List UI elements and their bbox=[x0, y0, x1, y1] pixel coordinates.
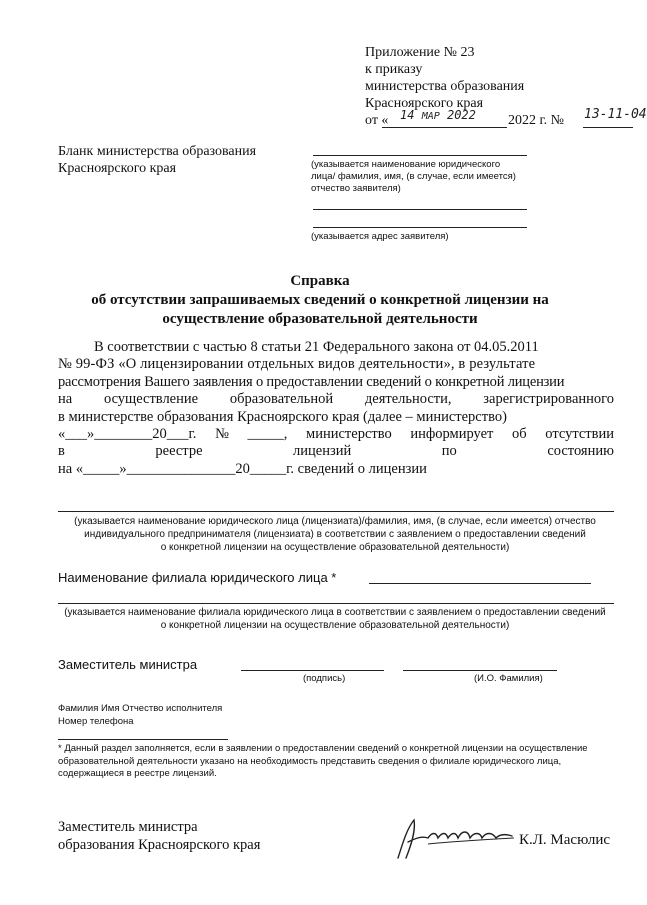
signature-field[interactable] bbox=[241, 670, 384, 671]
appendix-line2: к приказу bbox=[365, 62, 423, 77]
applicant-address-field-1[interactable] bbox=[313, 209, 527, 210]
signatory-title bbox=[58, 818, 260, 854]
date-underline bbox=[382, 127, 507, 128]
letterhead-line1: Бланк министерства образования bbox=[58, 144, 257, 159]
applicant-address-field-2[interactable] bbox=[313, 227, 527, 228]
full-name-hint: (И.О. Фамилия) bbox=[474, 673, 543, 684]
applicant-address-hint: (указывается адрес заявителя) bbox=[311, 231, 449, 242]
licensee-name-field[interactable] bbox=[58, 511, 614, 512]
appendix-line1: Приложение № 23 bbox=[365, 45, 475, 60]
executor-name: Фамилия Имя Отчество исполнителя bbox=[58, 703, 223, 714]
branch-name-field-2[interactable] bbox=[58, 603, 614, 604]
full-name-field[interactable] bbox=[403, 670, 557, 671]
signatory-line1: Заместитель министра bbox=[58, 819, 198, 835]
appendix-line3: министерства образования bbox=[365, 79, 525, 94]
handwritten-date: 14 МАР 2022 bbox=[400, 108, 476, 122]
order-date-prefix: от « bbox=[365, 113, 389, 128]
letterhead-line2: Красноярского края bbox=[58, 161, 177, 176]
order-year: 2022 г. № bbox=[508, 113, 565, 128]
executor-block bbox=[58, 702, 222, 728]
handwritten-signature-image bbox=[388, 808, 523, 863]
executor-phone: Номер телефона bbox=[58, 716, 134, 727]
handwritten-order-number: 13-11-04 bbox=[584, 107, 647, 122]
body-line1: В соответствии с частью 8 статьи 21 Федерального закона от 04.05.2011 bbox=[94, 339, 539, 355]
body-paragraph bbox=[58, 339, 614, 478]
branch-label: Наименование филиала юридического лица * bbox=[58, 570, 337, 585]
body-line4: на осуществление образовательной деятельности, зарегистрированного bbox=[58, 391, 614, 408]
document-title bbox=[0, 272, 640, 329]
ministry-letterhead bbox=[58, 143, 256, 177]
appendix-line4: Красноярского края bbox=[365, 96, 484, 111]
number-underline bbox=[583, 127, 633, 128]
title-line3: осуществление образовательной деятельности bbox=[162, 311, 478, 327]
branch-name-field[interactable] bbox=[369, 583, 591, 584]
branch-hint: (указывается наименование филиала юридического лица в соответствии с заявлением о предоставлении сведений о конкретной лицензии на осуществление образовательной деятельности) bbox=[64, 607, 606, 631]
footnote-divider bbox=[58, 739, 228, 740]
signatory-line2: образования Красноярского края bbox=[58, 837, 261, 853]
signatory-name: К.Л. Масюлис bbox=[519, 832, 611, 848]
body-line5: в министерстве образования Красноярского края (далее – министерство) bbox=[58, 408, 507, 425]
body-line3: рассмотрения Вашего заявления о предоставлении сведений о конкретной лицензии bbox=[58, 373, 565, 390]
body-line8: на «_____»_______________20_____г. сведений о лицензии bbox=[58, 460, 427, 477]
title-line1: Справка bbox=[290, 273, 350, 289]
applicant-name-hint: (указывается наименование юридического лица/ фамилия, имя, (в случае, если имеется) отчество заявителя) bbox=[311, 159, 516, 194]
body-line7: в реестре лицензий по состоянию bbox=[58, 443, 614, 460]
applicant-name-field[interactable] bbox=[313, 155, 527, 156]
body-line6: «___»________20___г. № _____, министерство информирует об отсутствии bbox=[58, 426, 614, 443]
body-line2: № 99-ФЗ «О лицензировании отдельных видов деятельности», в результате bbox=[58, 356, 536, 373]
appendix-block bbox=[365, 44, 524, 112]
footnote: * Данный раздел заполняется, если в заявлении о предоставлении сведений о конкретной лицензии на осуществление образовательной деятельности указано на необходимость представить сведения о филиале юридического лица, содержащиеся в реестре лицензий. bbox=[58, 743, 588, 779]
signature-hint: (подпись) bbox=[303, 673, 346, 684]
licensee-hint: (указывается наименование юридического лица (лицензиата)/фамилия, имя, (в случае, если имеется) отчество индивидуального предпринимателя (лицензиата) в соответствии с заявлением о предоставлении сведений о конкретной лицензии на осуществление образовательной деятельности) bbox=[74, 516, 596, 553]
deputy-label: Заместитель министра bbox=[58, 657, 198, 672]
title-line2: об отсутствии запрашиваемых сведений о конкретной лицензии на bbox=[91, 292, 549, 308]
